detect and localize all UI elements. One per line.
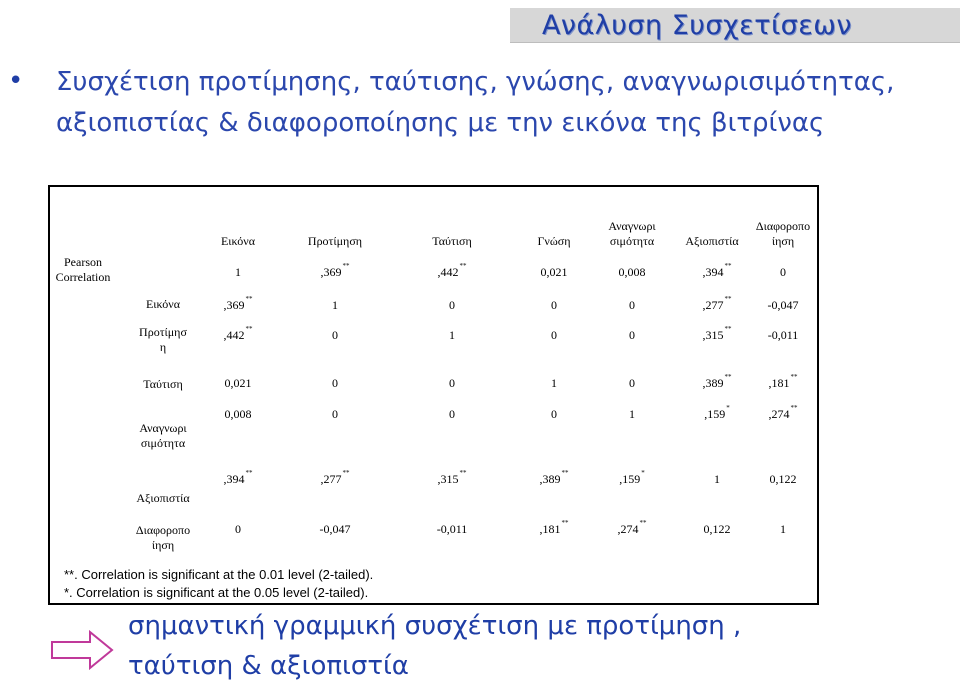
row-label: Προτίμησ η: [139, 325, 187, 354]
cell-value: 0: [551, 328, 557, 342]
significance-marker: **: [245, 469, 253, 477]
significance-marker: **: [790, 373, 798, 381]
cell-value: 0: [551, 407, 557, 421]
row-label: Ταύτιση: [143, 377, 183, 391]
table-cell: [198, 325, 278, 343]
significance-marker: *: [641, 469, 645, 477]
table-cell: [198, 522, 278, 537]
cell-value: ,389: [702, 376, 724, 390]
cell-value: 0,021: [540, 265, 568, 279]
table-cell: [514, 328, 594, 343]
significance-marker: *: [726, 404, 730, 412]
cell-value: 0: [629, 376, 635, 390]
cell-value: 0: [332, 328, 338, 342]
cell-value: -0,011: [436, 522, 468, 536]
table-cell: [295, 262, 375, 280]
cell-value: 1: [235, 265, 241, 279]
column-header: Γνώση: [537, 234, 571, 248]
footnote-2: *. Correlation is significant at the 0.05 level (2-tailed).: [64, 585, 369, 600]
cell-value: 0: [449, 376, 455, 390]
table-cell: [295, 469, 375, 487]
table-cell: [743, 522, 823, 537]
column-header: Εικόνα: [220, 234, 256, 248]
significance-marker: **: [459, 469, 467, 477]
cell-value: ,315: [702, 328, 724, 342]
corner-label: Pearson Correlation: [55, 255, 111, 284]
row-label: Εικόνα: [145, 297, 181, 311]
significance-marker: **: [459, 262, 467, 270]
table-cell: [295, 298, 375, 313]
cell-value: ,159: [619, 472, 641, 486]
cell-value: -0,047: [319, 522, 351, 536]
table-cell: [295, 328, 375, 343]
cell-value: 1: [714, 472, 720, 486]
table-cell: [592, 376, 672, 391]
cell-value: ,442: [223, 328, 245, 342]
cell-value: ,181: [539, 522, 561, 536]
table-cell: [743, 328, 823, 343]
cell-value: 0: [332, 407, 338, 421]
cell-value: 0,122: [769, 472, 797, 486]
row-label: Αξιοπιστία: [136, 491, 190, 505]
cell-value: ,369: [320, 265, 342, 279]
cell-value: 0,021: [224, 376, 252, 390]
table-cell: [412, 407, 492, 422]
table-cell: [743, 373, 823, 391]
slide-title: Ανάλυση Συσχετίσεων: [541, 10, 852, 41]
cell-value: 0,008: [224, 407, 252, 421]
cell-value: 0: [332, 376, 338, 390]
table-cell: [514, 519, 594, 537]
cell-value: 0,008: [618, 265, 646, 279]
table-cell: [514, 298, 594, 313]
significance-marker: **: [245, 325, 253, 333]
table-cell: [295, 407, 375, 422]
significance-marker: **: [245, 295, 253, 303]
table-cell: [592, 519, 672, 537]
table-cell: [412, 522, 492, 537]
significance-marker: **: [724, 295, 732, 303]
cell-value: -0,047: [767, 298, 799, 312]
column-header: Αναγνωρι σιμότητα: [608, 219, 656, 248]
row-label: Διαφοροπο ίηση: [135, 523, 191, 552]
cell-value: -0,011: [767, 328, 799, 342]
right-arrow-icon: [50, 630, 114, 670]
table-cell: [198, 469, 278, 487]
table-cell: [412, 328, 492, 343]
cell-value: 0: [449, 407, 455, 421]
cell-value: ,159: [704, 407, 726, 421]
cell-value: 0: [629, 328, 635, 342]
cell-value: ,274: [617, 522, 639, 536]
table-cell: [412, 298, 492, 313]
table-cell: [743, 298, 823, 313]
table-cell: [514, 265, 594, 280]
table-cell: [198, 295, 278, 313]
cell-value: 0: [449, 298, 455, 312]
cell-value: ,389: [539, 472, 561, 486]
cell-value: 0: [551, 298, 557, 312]
cell-value: 1: [551, 376, 557, 390]
bullet-text: Συσχέτιση προτίμησης, ταύτισης, γνώσης, αναγνωρισιμότητας, αξιοπιστίας & διαφοροποίησης με την εικόνα της βιτρίνας: [56, 67, 895, 138]
significance-marker: **: [790, 404, 798, 412]
significance-marker: **: [561, 469, 569, 477]
significance-marker: **: [342, 262, 350, 270]
footnote-1: **. Correlation is significant at the 0.01 level (2-tailed).: [64, 567, 374, 582]
significance-marker: **: [724, 325, 732, 333]
table-cell: [412, 376, 492, 391]
table-cell: [412, 262, 492, 280]
table-cell: [198, 407, 278, 422]
cell-value: ,274: [768, 407, 790, 421]
cell-value: 0,122: [703, 522, 731, 536]
cell-value: 1: [332, 298, 338, 312]
table-cell: [592, 407, 672, 422]
table-cell: [295, 522, 375, 537]
cell-value: 1: [629, 407, 635, 421]
column-header: Ταύτιση: [432, 234, 472, 248]
cell-value: ,277: [320, 472, 342, 486]
cell-value: 1: [780, 522, 786, 536]
table-cell: [295, 376, 375, 391]
table-cell: [592, 469, 672, 487]
cell-value: 1: [449, 328, 455, 342]
bullet-icon: •: [8, 66, 24, 96]
table-cell: [743, 404, 823, 422]
table-cell: [198, 376, 278, 391]
row-label: Αναγνωρι σιμότητα: [139, 421, 187, 450]
table-cell: [514, 407, 594, 422]
significance-marker: **: [561, 519, 569, 527]
cell-value: ,442: [437, 265, 459, 279]
cell-value: ,394: [223, 472, 245, 486]
significance-marker: **: [724, 262, 732, 270]
table-cell: [198, 265, 278, 280]
cell-value: ,277: [702, 298, 724, 312]
cell-value: ,394: [702, 265, 724, 279]
column-header: Διαφοροπο ίηση: [755, 219, 811, 248]
significance-marker: **: [342, 469, 350, 477]
table-cell: [743, 265, 823, 280]
significance-marker: **: [639, 519, 647, 527]
cell-value: 0: [780, 265, 786, 279]
table-cell: [592, 265, 672, 280]
table-cell: [514, 376, 594, 391]
significance-marker: **: [724, 373, 732, 381]
cell-value: 0: [235, 522, 241, 536]
cell-value: 0: [629, 298, 635, 312]
cell-value: ,315: [437, 472, 459, 486]
cell-value: ,369: [223, 298, 245, 312]
column-header: Προτίμηση: [307, 234, 363, 248]
column-header: Αξιοπιστία: [685, 234, 739, 248]
table-cell: [743, 472, 823, 487]
conclusion-text: σημαντική γραμμική συσχέτιση με προτίμηση , ταύτιση & αξιοπιστία: [128, 611, 742, 681]
table-cell: [592, 328, 672, 343]
table-cell: [592, 298, 672, 313]
table-cell: [412, 469, 492, 487]
cell-value: ,181: [768, 376, 790, 390]
table-cell: [514, 469, 594, 487]
